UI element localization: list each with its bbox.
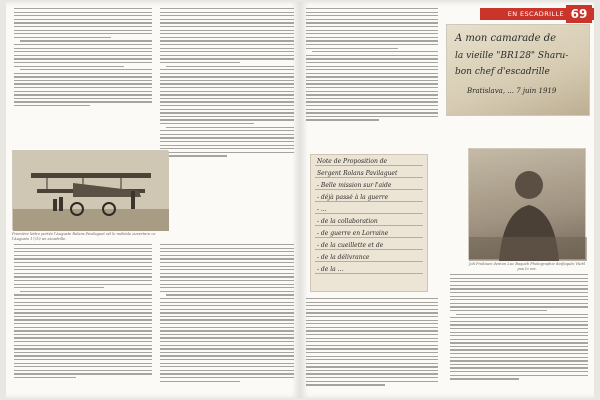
biplane-illustration (13, 151, 169, 231)
biplane-photo (12, 150, 168, 230)
card-line-3: - Belle mission sur l'aide (317, 182, 392, 189)
card-line-5: - ... (317, 206, 327, 213)
card-line-1: Note de Proposition de (317, 158, 388, 165)
card-line-9: - de la délivrance (317, 254, 370, 261)
section-title: EN ESCADRILLE (507, 10, 564, 18)
right-page-column-1-lower (306, 298, 438, 388)
proposition-card (310, 154, 428, 292)
left-page-column-1-lower (14, 244, 152, 381)
inscription-line-1: A mon camarade de (455, 33, 557, 44)
inscription-line-3: bon chef d'escadrille (455, 67, 550, 77)
left-page-column-1 (14, 8, 152, 109)
card-line-8: - de la cueillette et de (317, 242, 384, 249)
inscription-photo (446, 24, 590, 116)
left-page-column-2-lower (160, 244, 294, 384)
book-spread (6, 2, 594, 398)
right-page (300, 2, 594, 398)
inscription-line-4: Bratislava, ... 7 juin 1919 (467, 87, 557, 95)
right-page-column-1 (306, 8, 438, 123)
left-page-column-2 (160, 8, 294, 159)
card-line-7: - de guerre en Lorraine (317, 230, 389, 237)
page-number: 69 (566, 5, 592, 23)
inscription-line-2: la vieille "BR128" Sharu- (455, 51, 569, 61)
right-page-column-2-lower (450, 274, 588, 382)
card-line-2: Sergent Rolans Pavilaguet (317, 170, 398, 177)
left-photo-caption: Première lettre portée l'Auguste Rolans Pavilaguet sel le mèbiole ouverture ce l'Augusto 17/19 un escadrille. (12, 232, 156, 241)
card-line-6: - de la collaboration (317, 218, 378, 225)
card-line-10: - de la ... (317, 266, 344, 273)
portrait-photo (468, 148, 586, 260)
right-photo-caption: Joli Prokiuen denton Luc Baqueb Photographie desfaqués Vtebl pou lo res. (469, 262, 585, 271)
left-page (6, 2, 300, 398)
portrait-illustration (469, 149, 587, 261)
card-line-4: - déjà passé à la guerre (317, 194, 389, 201)
